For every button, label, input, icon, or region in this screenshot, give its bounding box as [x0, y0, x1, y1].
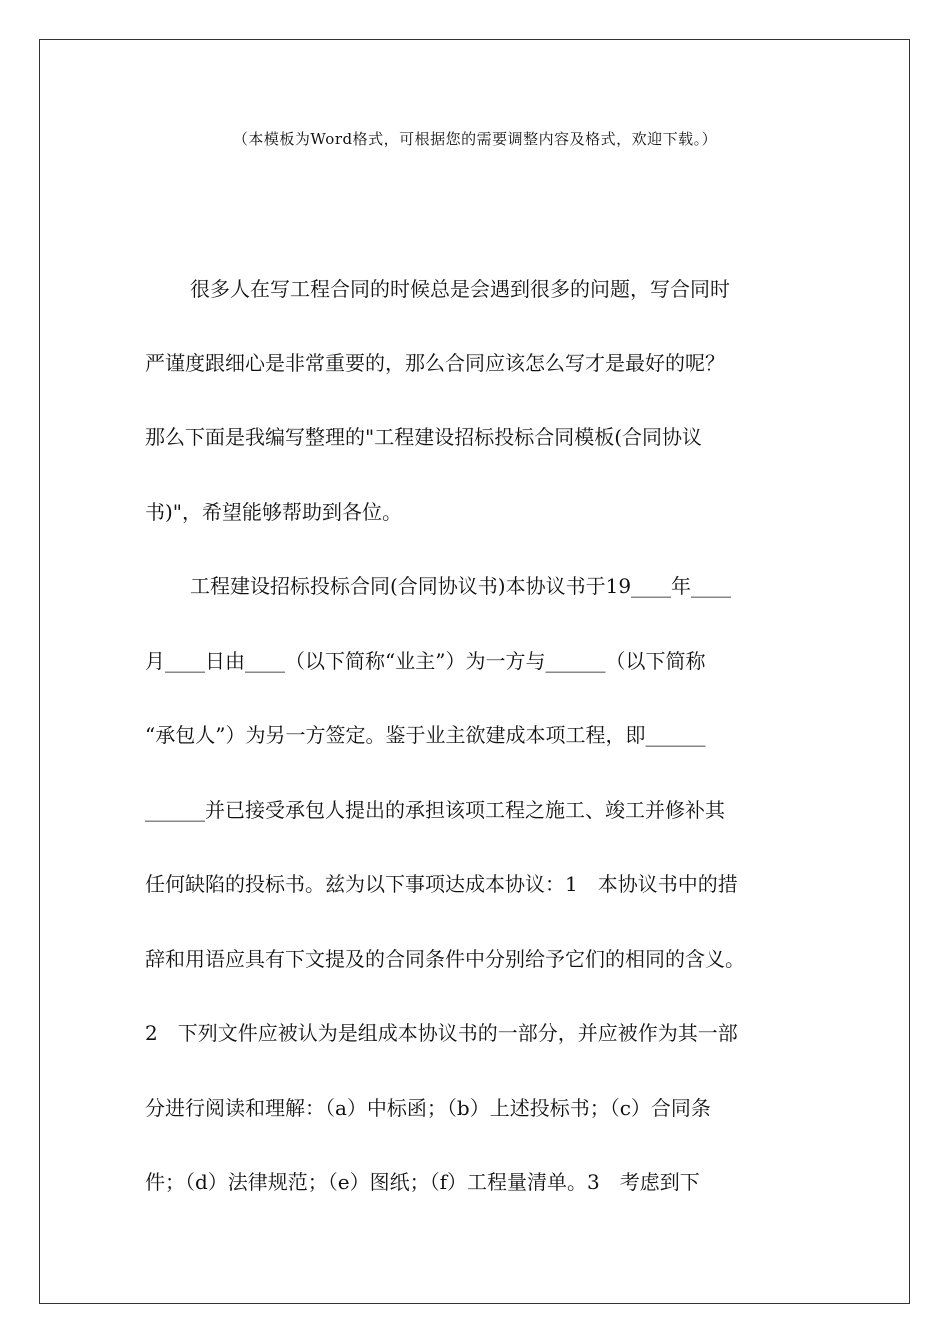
paragraph-1-line-2: 严谨度跟细心是非常重要的，那么合同应该怎么写才是最好的呢？: [145, 351, 725, 375]
paragraph-2-line-2: 月____日由____（以下简称“业主”）为一方与______（以下简称: [145, 649, 706, 673]
paragraph-2-line-6: 辞和用语应具有下文提及的合同条件中分别给予它们的相同的含义。: [145, 947, 745, 971]
paragraph-2-line-9: 件；（d）法律规范；（e）图纸；（f）工程量清单。3 考虑到下: [145, 1170, 700, 1194]
paragraph-1-line-3: 那么下面是我编写整理的"工程建设招标投标合同模板(合同协议: [145, 425, 703, 449]
paragraph-2-line-1: 工程建设招标投标合同(合同协议书)本协议书于19____年____: [190, 574, 732, 598]
paragraph-2-line-8: 分进行阅读和理解：（a）中标函；（b）上述投标书；（c）合同条: [145, 1096, 711, 1120]
paragraph-1-line-4: 书)"，希望能够帮助到各位。: [145, 500, 403, 524]
paragraph-1-line-1: 很多人在写工程合同的时候总是会遇到很多的问题，写合同时: [190, 277, 730, 301]
template-note: （本模板为Word格式，可根据您的需要调整内容及格式，欢迎下载。）: [232, 130, 718, 148]
paragraph-2-line-7: 2 下列文件应被认为是组成本协议书的一部分，并应被作为其一部: [145, 1021, 738, 1045]
paragraph-2-line-3: “承包人”）为另一方签定。鉴于业主欲建成本项工程，即______: [145, 723, 706, 747]
paragraph-2-line-4: ______并已接受承包人提出的承担该项工程之施工、竣工并修补其: [145, 798, 725, 822]
paragraph-2-line-5: 任何缺陷的投标书。兹为以下事项达成本协议：1 本协议书中的措: [145, 872, 738, 896]
